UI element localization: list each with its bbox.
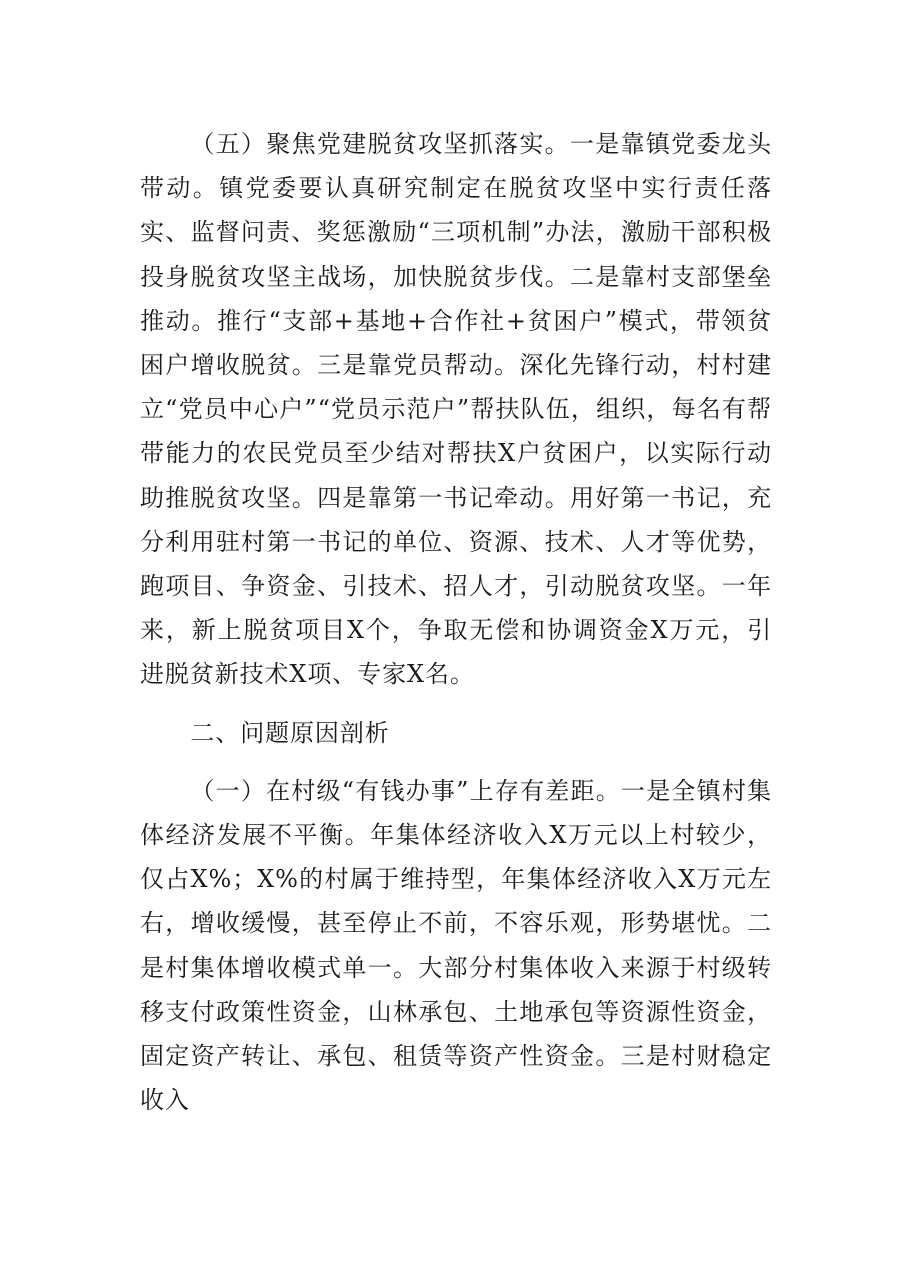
paragraph-party-building: （五）聚焦党建脱贫攻坚抓落实。一是靠镇党委龙头带动。镇党委要认真研究制定在脱贫攻坚中实行责任落实、监督问责、奖惩激励“三项机制”办法，激励干部积极投身脱贫攻坚主战场，加快脱贫步伐。二是靠村支部堡垒推动。推行“支部+基地+合作社+贫困户”模式，带领贫困户增收脱贫。三是靠党员帮动。深化先锋行动，村村建立“党员中心户”“党员示范户”帮扶队伍，组织，每名有帮带能力的农民党员至少结对帮扶X户贫困户，以实际行动助推脱贫攻坚。四是靠第一书记牵动。用好第一书记，充分利用驻村第一书记的单位、资源、技术、人才等优势，跑项目、争资金、引技术、招人才，引动脱贫攻坚。一年来，新上脱贫项目X个，争取无偿和协调资金X万元，引进脱贫新技术X项、专家X名。 <box>140 130 772 689</box>
section-heading-problem-analysis: 二、问题原因剖析 <box>190 718 390 747</box>
paragraph-village-funds: （一）在村级“有钱办事”上存有差距。一是全镇村集体经济发展不平衡。年集体经济收入X万元以上村较少，仅占X%；X%的村属于维持型，年集体经济收入X万元左右，增收缓慢，甚至停止不前，不容乐观，形势堪忧。二是村集体增收模式单一。大部分村集体收入来源于村级转移支付政策性资金，山林承包、土地承包等资源性资金，固定资产转让、承包、租赁等资产性资金。三是村财稳定收入 <box>140 776 772 1115</box>
document-body <box>140 122 772 1122</box>
